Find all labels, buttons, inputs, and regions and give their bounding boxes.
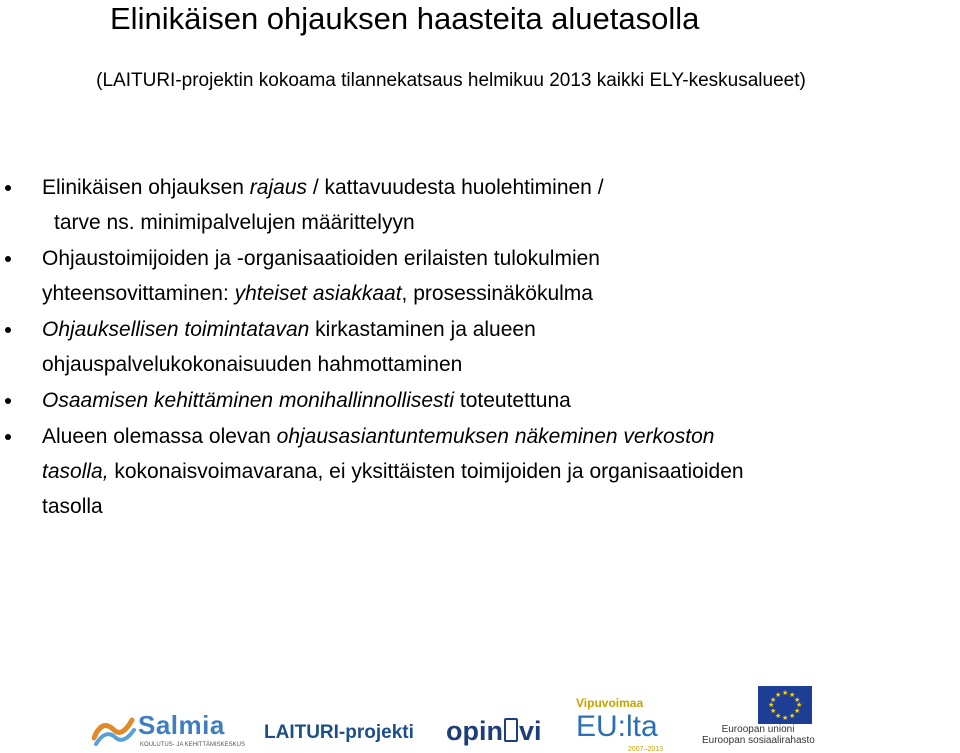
eu-flag-icon: ★ ★ ★ ★ ★ ★ ★ ★ ★ ★ ★ ★: [758, 686, 812, 724]
bullet-line: tarve ns. minimipalvelujen määrittelyyn: [54, 211, 415, 234]
salmia-logo: [92, 710, 246, 750]
opinovi-logo: opin vi: [446, 716, 542, 746]
salmia-emblem-icon: [92, 712, 136, 746]
bullet-line: Osaamisen kehittäminen monihallinnollisesti toteutettuna: [42, 389, 571, 412]
logo-strip: [0, 680, 960, 752]
bullet-line: tasolla: [42, 495, 103, 518]
bullet-item: [0, 419, 960, 524]
bullet-item: [0, 312, 960, 382]
door-icon: [504, 718, 518, 742]
bullet-item: [0, 383, 960, 418]
salmia-name: Salmia: [138, 710, 225, 740]
bullet-line: yhteensovittaminen: yhteiset asiakkaat, prosessinäkökulma: [42, 282, 593, 305]
bullet-list: [0, 170, 960, 524]
bullet-line: Elinikäisen ohjauksen rajaus / kattavuudesta huolehtiminen /: [42, 176, 604, 199]
slide-subtitle: (LAITURI-projektin kokoama tilannekatsaus helmikuu 2013 kaikki ELY-keskusalueet): [96, 70, 806, 91]
slide-title: Elinikäisen ohjauksen haasteita aluetasolla: [110, 1, 700, 36]
bullet-line: Ohjauksellisen toimintatavan kirkastaminen ja alueen: [42, 318, 536, 341]
bullet-line: ohjauspalvelukokonaisuuden hahmottaminen: [42, 353, 463, 376]
bullet-item: [0, 170, 960, 240]
bullet-line: Ohjaustoimijoiden ja -organisaatioiden erilaisten tulokulmien: [42, 247, 600, 270]
bullet-line: tasolla, kokonaisvoimavarana, ei yksittäisten toimijoiden ja organisaatioiden: [42, 460, 744, 483]
laituri-logo: LAITURI-projekti: [264, 722, 414, 743]
eu-logo-text: Euroopan unioni Euroopan sosiaalirahasto: [702, 724, 815, 746]
bullet-item: [0, 241, 960, 311]
salmia-tagline: KOULUTUS- JA KEHITTÄMISKESKUS: [140, 742, 246, 748]
bullet-line: Alueen olemassa olevan ohjausasiantuntemuksen näkeminen verkoston: [42, 425, 715, 448]
vipuvoimaa-logo: Vipuvoimaa EU:lta 2007–2013: [576, 696, 664, 753]
